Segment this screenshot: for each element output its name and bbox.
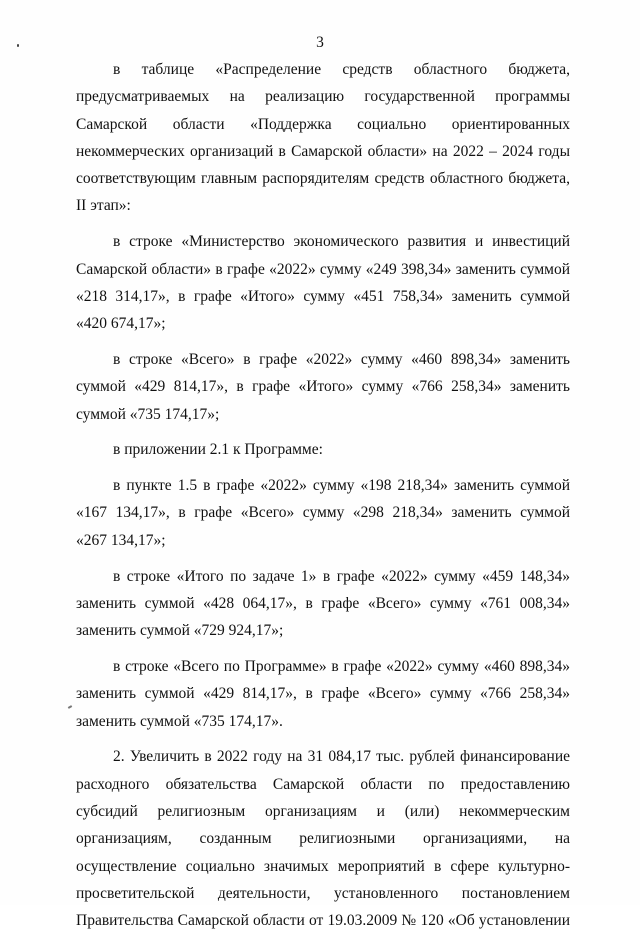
text-line: заменить суммой «735 174,17». <box>76 712 283 730</box>
document-body <box>76 56 570 934</box>
text-line: некоммерческих организаций в Самарской области» на 2022 – 2024 годы <box>76 142 570 160</box>
paragraph-gap <box>76 644 570 653</box>
text-line: II этап»: <box>76 197 131 215</box>
paragraph <box>76 346 570 428</box>
paragraph <box>76 563 570 645</box>
text-line: соответствующим главным распорядителям средств областного бюджета, <box>76 170 570 188</box>
text-line: в таблице «Распределение средств областного бюджета, <box>113 61 570 78</box>
paragraph <box>76 56 570 220</box>
paragraph-gap <box>76 735 570 744</box>
paragraph-gap <box>76 220 570 229</box>
text-line: Правительства Самарской области от 19.03.2009 № 120 «Об установлении <box>76 912 570 930</box>
paragraph <box>76 653 570 735</box>
text-line: в строке «Всего по Программе» в графе «2022» сумму «460 898,34» <box>113 657 570 675</box>
text-line: в приложении 2.1 к Программе: <box>113 441 323 459</box>
text-line: заменить суммой «428 064,17», в графе «Всего» сумму «761 008,34» <box>76 594 570 612</box>
paragraph-gap <box>76 464 570 473</box>
paragraph <box>76 743 570 934</box>
text-line: Самарской области «Поддержка социально ориентированных <box>76 115 570 133</box>
paragraph <box>76 228 570 337</box>
text-line: «267 134,17»; <box>76 531 166 549</box>
paragraph <box>76 472 570 554</box>
text-line: в пункте 1.5 в графе «2022» сумму «198 218,34» заменить суммой <box>113 477 570 495</box>
text-line: суммой «735 174,17»; <box>76 405 220 423</box>
text-line: 2. Увеличить в 2022 году на 31 084,17 тыс. рублей финансирование <box>113 748 570 766</box>
text-line: расходного обязательства Самарской области по предоставлению <box>76 775 570 793</box>
paragraph <box>76 436 570 463</box>
text-line: в строке «Всего» в графе «2022» сумму «460 898,34» заменить <box>113 350 570 368</box>
text-line: осуществление социально значимых мероприятий в сфере культурно- <box>76 857 570 875</box>
paragraph-gap <box>76 554 570 563</box>
text-line: организациям, созданным религиозными организациями, на <box>76 830 570 848</box>
text-line: предусматриваемых на реализацию государственной программы <box>76 88 570 106</box>
text-line: «420 674,17»; <box>76 315 166 333</box>
text-line: «167 134,17», в графе «Всего» сумму «298 218,34» заменить суммой <box>76 504 570 522</box>
paragraph-gap <box>76 337 570 346</box>
text-line: Самарской области» в графе «2022» сумму «249 398,34» заменить суммой <box>76 260 570 278</box>
text-line: «218 314,17», в графе «Итого» сумму «451 758,34» заменить суммой <box>76 287 570 305</box>
text-line: суммой «429 814,17», в графе «Итого» сумму «766 258,34» заменить <box>76 378 570 396</box>
text-line: в строке «Министерство экономического развития и инвестиций <box>113 233 570 251</box>
text-line: просветительской деятельности, установленного постановлением <box>76 884 570 902</box>
text-line: в строке «Итого по задаче 1» в графе «2022» сумму «459 148,34» <box>113 567 570 585</box>
paragraph-gap <box>76 428 570 437</box>
scan-artifact-mark <box>68 705 72 709</box>
text-line: заменить суммой «729 924,17»; <box>76 622 284 640</box>
text-line: заменить суммой «429 814,17», в графе «Всего» сумму «766 258,34» <box>76 685 570 703</box>
text-line: субсидий религиозным организациям и (или) некоммерческим <box>76 802 570 820</box>
page-number: 3 <box>316 34 324 51</box>
